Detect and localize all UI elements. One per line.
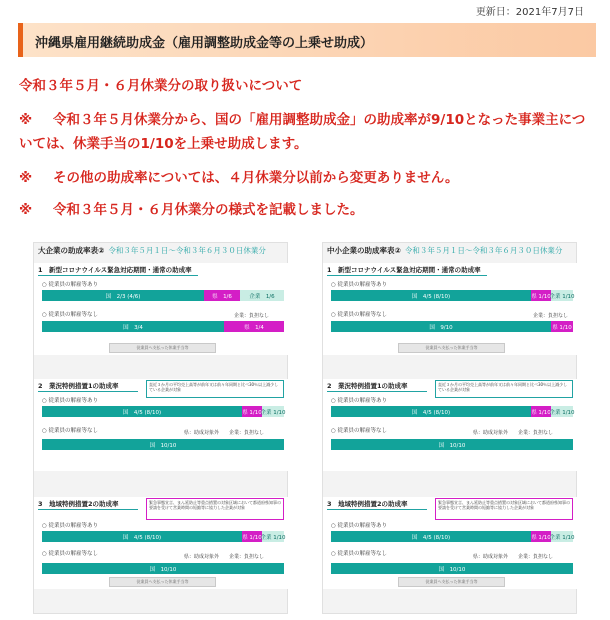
row-label: ○ 従業員の解雇等あり [42, 398, 99, 404]
row-label: ○ 従業員の解雇等なし [42, 428, 99, 434]
company-rate-bar: 企業 1/10 [262, 406, 284, 417]
national-rate-bar: 国 4/5 (8/10) [331, 406, 531, 417]
note-text: その他の助成率については、４月休業分以前から変更ありません。 [53, 170, 459, 186]
rate-note: 県：助成対象外 企業：負担なし [184, 554, 265, 560]
rate-section-3 [34, 497, 289, 589]
row-label: ○ 従業員の解雇等なし [42, 551, 99, 557]
page-title-banner [18, 23, 596, 57]
condition-callout: 直近３か月の平均売上高等が前年又は前々年同期と比べ30％以上減少している企業が対象 [146, 380, 284, 398]
section-title: 2 業況特例措置1の助成率 [38, 381, 138, 392]
company-rate-bar: 企業 1/10 [551, 406, 573, 417]
prefecture-rate-bar: 県 1/4 [224, 321, 284, 332]
large-company-rate-table[interactable] [33, 242, 288, 614]
section-footer: 従業員へ支払った休業手当等 [398, 577, 505, 587]
rate-section-2 [34, 379, 289, 471]
national-rate-bar: 国 4/5 (8/10) [42, 531, 242, 542]
row-label: ○ 従業員の解雇等あり [331, 398, 388, 404]
table-title: 大企業の助成率表② 令和３年５月１日～令和３年６月３０日休業分 [38, 246, 266, 255]
national-rate-bar: 国 10/10 [42, 563, 284, 574]
section-heading: 令和３年５月・６月休業分の取り扱いについて [19, 78, 303, 94]
note-mark: ※ [19, 112, 33, 128]
row-label: ○ 従業員の解雇等なし [331, 428, 388, 434]
rate-note: 県：助成対象外 企業：負担なし [473, 430, 554, 436]
note-mark: ※ [19, 202, 33, 218]
prefecture-rate-bar: 県 1/10 [531, 290, 551, 301]
note-text: 令和３年５月・６月休業分の様式を記載しました。 [53, 202, 364, 218]
prefecture-rate-bar: 県 1/10 [531, 406, 551, 417]
company-rate-bar: 企業 1/10 [551, 290, 573, 301]
company-note: 企業：負担なし [533, 313, 569, 319]
table-title: 中小企業の助成率表② 令和３年５月１日～令和３年６月３０日休業分 [327, 246, 563, 255]
prefecture-rate-bar: 県 1/10 [242, 406, 262, 417]
rate-note: 県：助成対象外 企業：負担なし [473, 554, 554, 560]
company-rate-bar: 企業 1/6 [240, 290, 284, 301]
rate-note: 県：助成対象外 企業：負担なし [184, 430, 265, 436]
section-footer: 従業員へ支払った休業手当等 [109, 577, 216, 587]
rate-section-3 [323, 497, 578, 589]
national-rate-bar: 国 4/5 (8/10) [331, 290, 531, 301]
section-footer: 従業員へ支払った休業手当等 [109, 343, 216, 353]
row-label: ○ 従業員の解雇等なし [331, 312, 388, 318]
row-label: ○ 従業員の解雇等あり [331, 523, 388, 529]
condition-callout: 緊急事態宣言、まん延防止等重点措置の対象区域において都道府県知事の要請を受けて営業時間の短縮等に協力した企業が対象 [146, 498, 284, 520]
note-text: 令和３年５月休業分から、国の「雇用調整助成金」の助成率が9/10となった事業主については、休業手当の1/10を上乗せ助成します。 [19, 112, 586, 152]
row-label: ○ 従業員の解雇等なし [42, 312, 99, 318]
note-3 [19, 198, 594, 222]
prefecture-rate-bar: 県 1/10 [531, 531, 551, 542]
condition-callout: 緊急事態宣言、まん延防止等重点措置の対象区域において都道府県知事の要請を受けて営業時間の短縮等に協力した企業が対象 [435, 498, 573, 520]
section-title: 3 地域特例措置2の助成率 [38, 499, 138, 510]
section-title: 3 地域特例措置2の助成率 [327, 499, 427, 510]
row-label: ○ 従業員の解雇等あり [42, 523, 99, 529]
section-title: 1 新型コロナウイルス緊急対応期間・通常の助成率 [327, 265, 487, 276]
section-footer: 従業員へ支払った休業手当等 [398, 343, 505, 353]
note-2 [19, 166, 594, 190]
prefecture-rate-bar: 県 1/10 [242, 531, 262, 542]
row-label: ○ 従業員の解雇等なし [331, 551, 388, 557]
section-title: 1 新型コロナウイルス緊急対応期間・通常の助成率 [38, 265, 198, 276]
note-mark: ※ [19, 170, 33, 186]
national-rate-bar: 国 4/5 (8/10) [42, 406, 242, 417]
row-label: ○ 従業員の解雇等あり [331, 282, 388, 288]
section-title: 2 業況特例措置1の助成率 [327, 381, 427, 392]
rate-section-1 [34, 263, 289, 355]
page-title: 沖縄県雇用継続助成金（雇用調整助成金等の上乗せ助成） [35, 36, 374, 51]
national-rate-bar: 国 10/10 [331, 439, 573, 450]
national-rate-bar: 国 10/10 [331, 563, 573, 574]
national-rate-bar: 国 10/10 [42, 439, 284, 450]
rate-section-2 [323, 379, 578, 471]
national-rate-bar: 国 3/4 [42, 321, 224, 332]
rate-section-1 [323, 263, 578, 355]
prefecture-rate-bar: 県 1/10 [551, 321, 573, 332]
prefecture-rate-bar: 県 1/6 [204, 290, 240, 301]
national-rate-bar: 国 2/3 (4/6) [42, 290, 204, 301]
company-rate-bar: 企業 1/10 [551, 531, 573, 542]
national-rate-bar: 国 9/10 [331, 321, 551, 332]
row-label: ○ 従業員の解雇等あり [42, 282, 99, 288]
condition-callout: 直近３か月の平均売上高等が前年又は前々年同期と比べ30％以上減少している企業が対象 [435, 380, 573, 398]
national-rate-bar: 国 4/5 (8/10) [331, 531, 531, 542]
note-1 [19, 108, 594, 156]
small-medium-company-rate-table[interactable] [322, 242, 577, 614]
company-note: 企業：負担なし [234, 313, 270, 319]
company-rate-bar: 企業 1/10 [262, 531, 284, 542]
updated-date: 更新日：2021年7月7日 [475, 7, 584, 18]
